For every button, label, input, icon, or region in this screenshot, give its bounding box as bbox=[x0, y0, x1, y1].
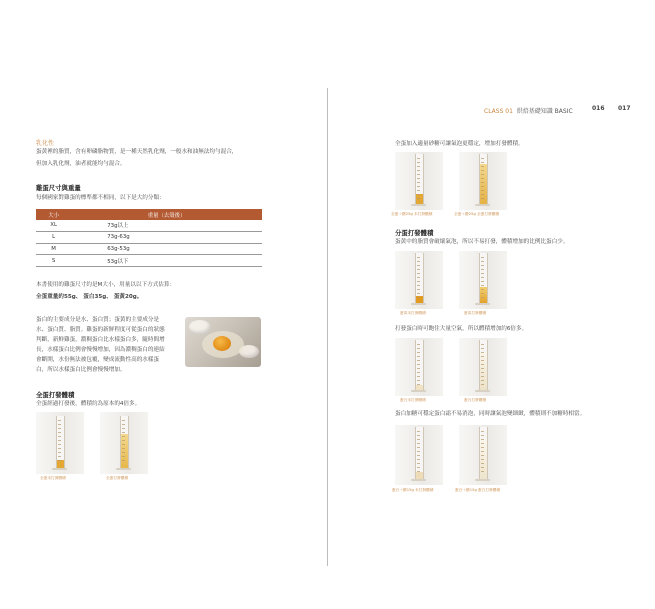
cylinder-base bbox=[411, 479, 426, 481]
photo-caption: 蛋白未打發體積 bbox=[400, 398, 426, 402]
photo-caption: 全蛋＋糖25g 全蛋打發體積 bbox=[454, 212, 500, 216]
table-header-row bbox=[36, 209, 262, 220]
photo-caption: 全蛋未打發體積 bbox=[40, 476, 66, 480]
usage-line-1: 本書使用的雞蛋尺寸約是M大小，用量以以下方式估算： bbox=[36, 282, 176, 288]
cylinder-ticks bbox=[481, 431, 484, 475]
cylinder-ticks bbox=[417, 344, 420, 386]
photo-caption: 蛋白＋糖15g 未打發體積 bbox=[392, 488, 434, 492]
cylinder-ticks bbox=[481, 344, 484, 386]
cylinder-base bbox=[475, 390, 490, 392]
egg-yolk bbox=[213, 336, 231, 351]
photo-caption: 蛋黃未打發體積 bbox=[400, 311, 426, 315]
separated-egg-heading: 分蛋打發體積 bbox=[395, 229, 434, 237]
cylinder-ticks bbox=[58, 420, 61, 464]
photo-caption: 全蛋＋糖25g 未打發體積 bbox=[391, 212, 433, 216]
cylinder-ticks bbox=[122, 420, 125, 464]
sugar-note: 全蛋加入適量砂糖可讓氣泡更穩定，增加打發體積。 bbox=[395, 141, 524, 147]
usage-line-2: 全蛋重量約55g、 蛋白35g、 蛋黃20g。 bbox=[36, 294, 143, 300]
table-cell: XL bbox=[36, 220, 71, 231]
photo-caption: 蛋白＋糖15g 蛋白打發體積 bbox=[455, 488, 501, 492]
whole-egg-heading: 全蛋打發體積 bbox=[36, 391, 75, 399]
composition-line: 蛋白的主要成分是水、蛋白質；蛋黃的主要成分是 bbox=[36, 317, 160, 323]
table-row bbox=[36, 220, 262, 231]
size-note: 每個國家對雞蛋的標準都不相同，以下是大約分類： bbox=[36, 195, 165, 201]
white-sugar-whipped-photo bbox=[459, 425, 507, 485]
photo-caption: 全蛋打發體積 bbox=[106, 476, 129, 480]
photo-caption: 蛋白打發體積 bbox=[464, 398, 487, 402]
egg-shell bbox=[189, 320, 211, 334]
cylinder-ticks bbox=[417, 431, 420, 475]
page-gutter bbox=[327, 88, 328, 566]
composition-line: 會斷開，水份無法被包覆，變成流動性高的水樣蛋 bbox=[36, 357, 160, 363]
white-whipped-photo bbox=[459, 338, 507, 396]
table-row bbox=[36, 231, 262, 243]
photo-caption: 蛋黃打發體積 bbox=[464, 311, 487, 315]
table-cell: 63g-53g bbox=[71, 243, 262, 255]
cylinder-base bbox=[411, 303, 426, 305]
cylinder-base bbox=[475, 204, 490, 206]
column-header: 大小 bbox=[36, 209, 71, 220]
yolk-note: 蛋黃中的脂質會破壞氣泡，所以不易打發，體積增加的比例比蛋白少。 bbox=[395, 239, 569, 245]
whole-egg-unwhipped-photo bbox=[36, 412, 84, 474]
cylinder-base bbox=[116, 468, 131, 470]
white-unwhipped-photo bbox=[395, 338, 443, 396]
yolk-whipped-photo bbox=[459, 251, 507, 309]
column-header: 重量（去殼後） bbox=[71, 209, 262, 220]
table-cell: 73g以上 bbox=[71, 220, 262, 231]
table-cell: S bbox=[36, 255, 71, 267]
cylinder-ticks bbox=[417, 257, 420, 299]
egg-sugar-whipped-photo bbox=[459, 152, 507, 210]
table-cell: M bbox=[36, 243, 71, 255]
section-subtitle: 乳化性 bbox=[36, 140, 55, 147]
intro-line-2: 但加入乳化劑，油者就能均勻混合。 bbox=[36, 161, 126, 167]
composition-line: 水、蛋白質、脂質。雞蛋的新鮮程度可從蛋白的狀態 bbox=[36, 327, 165, 333]
table-cell: L bbox=[36, 231, 71, 243]
cylinder-base bbox=[475, 479, 490, 481]
class-label: CLASS 01 bbox=[484, 108, 513, 115]
white-note: 打發蛋白時可飽住大量空氣，所以體積增加約6倍多。 bbox=[395, 326, 528, 332]
cylinder-ticks bbox=[481, 158, 484, 200]
composition-line: 白，所以水樣蛋白比例會慢慢增加。 bbox=[36, 367, 126, 373]
chapter-title: 烘焙基礎知識 BASIC bbox=[516, 108, 573, 115]
egg-sugar-unwhipped-photo bbox=[395, 152, 443, 210]
page-number-right: 017 bbox=[618, 105, 631, 112]
cylinder-base bbox=[411, 390, 426, 392]
white-sugar-note: 蛋白加糖可穩定蛋白霜不易消泡，同時讓氣泡變細緻，體積則不加糖時相當。 bbox=[395, 411, 586, 417]
white-sugar-unwhipped-photo bbox=[395, 425, 443, 485]
yolk-unwhipped-photo bbox=[395, 251, 443, 309]
table-cell: 73g-63g bbox=[71, 231, 262, 243]
composition-line: 判斷，新鮮雞蛋，濃稠蛋白比水樣蛋白多，隨時間增 bbox=[36, 337, 165, 343]
table-row bbox=[36, 243, 262, 255]
cracked-egg-photo bbox=[185, 317, 261, 367]
egg-size-table bbox=[36, 209, 262, 267]
whole-egg-whipped-photo bbox=[100, 412, 148, 474]
cylinder-ticks bbox=[481, 257, 484, 299]
cylinder-base bbox=[411, 204, 426, 206]
page-number-left: 016 bbox=[592, 105, 605, 112]
running-header bbox=[484, 106, 573, 115]
cylinder-base bbox=[52, 468, 67, 470]
whole-egg-note: 全蛋經過打發後，體積約為原本的4倍多。 bbox=[36, 401, 141, 407]
cylinder-ticks bbox=[417, 158, 420, 200]
table-cell: 53g以下 bbox=[71, 255, 262, 267]
composition-line: 長，水樣蛋白比例會慢慢增加，因為濃稠蛋白的連結 bbox=[36, 347, 165, 353]
cylinder-base bbox=[475, 303, 490, 305]
table-row bbox=[36, 255, 262, 267]
size-heading: 雞蛋尺寸與重量 bbox=[36, 184, 81, 192]
intro-line-1: 蛋黃裡的脂質，含有卵磷脂物質，是一種天然乳化劑，一般水和油無法均勻混合， bbox=[36, 149, 238, 155]
